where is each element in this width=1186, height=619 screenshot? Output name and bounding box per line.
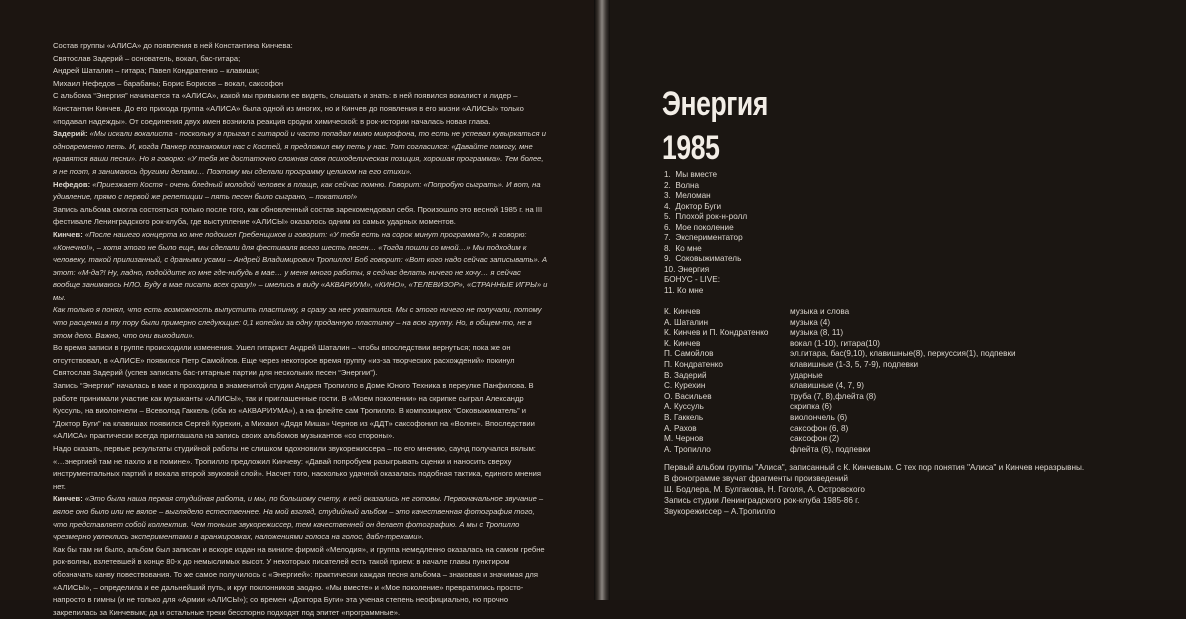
quote-text: «Мы искали вокалиста - поскольку я прыгал с гитарой и часто попадал мимо микрофона, то есть не успевал кувыркаться и одновременно петь. И, когда Панкер познакомил нас с Костей, я предложил ему петь у нас. Тот согласился: «Давайте помогу, мне нравятся ваши песни». Но я говорю: «У тебя же достаточно сложная своя психоделическая позиция, хорошая программа». Тем более, я не поэт, я занимаюсь другими делами… Поэтому мы сделали программу целиком на его стихи». (53, 129, 546, 176)
credit-name: В. Гаккель (664, 412, 704, 422)
credit-role: клавишные (1-3, 5, 7-9), подпевки (790, 359, 919, 369)
liner-paragraph: Как бы там ни было, альбом был записан и вскоре издан на виниле фирмой «Мелодия», и группа немедленно оказалась на самом гребне рок-волны, взлетевшей в конце 80-х до немыслимых высот. У некоторых писателей есть такой прием: в начале главы пунктиром обозначать канву повествования. То же самое получилось с «Энергией»: практически каждая песня альбома – знаковая и значимая для «АЛИСЫ», – определила и ее дальнейший путь, и круг поклонников заодно. «Мы вместе» и «Мое поколение» превратились просто-напросто в гимны (и не только для «Армии «АЛИСЫ»); со времен «Доктора Буги» эта ученая степень неофициально, но прочно закрепилась за Кинчевым; да и остальные треки бесспорно подходят под эпитет «программные». (53, 544, 545, 617)
credit-name: А. Шаталин (664, 317, 708, 327)
credit-row (664, 318, 1016, 329)
credit-name: К. Кинчев (664, 307, 701, 316)
credit-role: вокал (1-10), гитара(10) (790, 338, 881, 348)
quote-text: «После нашего концерта ко мне подошел Гребенщиков и говорит: «У тебя есть на сорок минут программа?», я говорю: «Конечно!», – хотя этого не было еще, мы сделали для фестиваля всего шесть песен… «Тогда пошли со мной…» Мы подходим к человеку, такой прилизанный, с драными усами – Андрей Владимирович Тропилло! Боб говорит: «Вот кого надо сейчас записывать». А этот: «М-да?! Ну, ладно, подойдите ко мне где-нибудь в мае… у меня много работы, я сейчас делать ничего не хочу… я сейчас вообще занимаюсь НЛО. Буду в мае писать всех сразу!» – имелись в виду «АКВАРИУМ», «КИНО», «ТЕЛЕВИЗОР», «СТРАННЫЕ ИГРЫ» и мы. (53, 229, 548, 302)
album-year: 1985 (662, 129, 720, 167)
credit-role: клавишные (4, 7, 9) (790, 381, 864, 391)
note-line: Ш. Бодлера, М. Булгакова, Н. Гоголя, А. Островского (664, 484, 865, 494)
track-item: 9. Соковыжиматель (664, 254, 742, 263)
track-item: 4. Доктор Буги (664, 201, 722, 211)
credit-row (664, 307, 1016, 318)
track-item: 10. Энергия (664, 264, 710, 274)
credit-role: музыка (8, 11) (790, 328, 844, 338)
credit-role: музыка (4) (790, 317, 831, 327)
credit-row (664, 381, 1016, 392)
album-title-block (662, 82, 768, 170)
tracklist (664, 170, 747, 296)
note-line: Звукорежиссер – А.Тропилло (664, 506, 776, 516)
credit-role: флейта (6), подпевки (790, 444, 871, 454)
track-item: 2. Волна (664, 180, 700, 190)
liner-paragraph (53, 179, 549, 204)
credit-name: К. Кинчев и П. Кондратенко (664, 328, 769, 338)
credit-row (664, 392, 1016, 403)
note-line: Первый альбом группы "Алиса", записанный с К. Кинчевым. С тех пор понятия "Алиса" и Кинчев неразрывны. (664, 463, 1085, 472)
credit-name: П. Кондратенко (664, 359, 723, 369)
liner-paragraph (53, 128, 549, 178)
track-item: 5. Плохой рок-н-ролл (664, 212, 748, 221)
track-item: 11. Ко мне (664, 285, 704, 295)
credit-role: виолончель (6) (790, 412, 848, 422)
credit-row (664, 339, 1016, 350)
liner-paragraph: С альбома “Энергия” начинается та «АЛИСА», какой мы привыкли ее видеть, слышать и знать: в ней появился вокалист и лидер – Константин Кинчев. До его прихода группа «АЛИСА» была одной из многих, но и Кинчев до появления в его жизни «АЛИСЫ» только «подавал надежды». От соединения двух имен возникла реакция сродни химической: в рок-истории началась новая глава. (53, 91, 524, 126)
credit-row (664, 413, 1016, 424)
album-notes (664, 463, 1084, 518)
credit-row (664, 434, 1016, 445)
credit-row (664, 328, 1016, 339)
speaker-name: Кинчев: (53, 494, 83, 504)
track-item: 7. Экспериментатор (664, 233, 743, 242)
liner-paragraph: Во время записи в группе происходили изменения. Ушел гитарист Андрей Шаталин – чтобы впоследствии вернуться; пока же он отсутствовал, в «АЛИСЕ» появился Петр Самойлов. Еще через некоторое время группу «из-за творческих расхождений» покинул Святослав Задерий (успев записать бас-гитарные партии для нескольких песен “Энергии”). (53, 343, 515, 378)
track-item: 6. Мое поколение (664, 222, 734, 232)
credit-role: труба (7, 8),флейта (8) (790, 391, 877, 401)
credit-role: скрипка (6) (790, 402, 832, 412)
liner-paragraph: Запись альбома смогла состояться только после того, как обновленный состав зарекомендовал себя. Произошло это весной 1985 г. на III фестивале Ленинградского рок-клуба, где выступление «АЛИСЫ» оказалось одним из самых ударных моментов. (53, 204, 543, 227)
credit-name: К. Кинчев (664, 338, 701, 348)
liner-paragraph: Михаил Нефедов – барабаны; Борис Борисов – вокал, саксофон (53, 78, 284, 88)
speaker-name: Кинчев: (53, 229, 83, 239)
credit-role: саксофон (6, 8) (790, 423, 849, 433)
booklet-fold (594, 0, 610, 600)
track-item: 1. Мы вместе (664, 170, 718, 179)
credit-name: О. Васильев (664, 391, 712, 401)
credit-name: П. Самойлов (664, 349, 714, 359)
credit-row (664, 360, 1016, 371)
album-title: Энергия (662, 85, 768, 123)
liner-notes-text (53, 40, 549, 619)
track-item: БОНУС - LIVE: (664, 275, 720, 284)
credit-row (664, 424, 1016, 435)
credit-row (664, 371, 1016, 382)
liner-paragraph (53, 493, 549, 543)
credit-name: В. Задерий (664, 370, 707, 380)
quote-text: «Приезжает Костя - очень бледный молодой человек в плаще, как сейчас помню. Говорит: «Попробую сыграть». И вот, на удивление, прямо с первой же репетиции – пять песен было сыграно, – покатило!» (53, 179, 541, 202)
credit-name: А. Тропилло (664, 444, 711, 454)
liner-paragraph: Андрей Шаталин – гитара; Павел Кондратенко – клавиши; (53, 66, 260, 76)
credit-name: М. Чернов (664, 434, 704, 444)
credit-row (664, 402, 1016, 413)
credit-role: музыка и слова (790, 307, 850, 316)
track-item: 3. Меломан (664, 191, 711, 200)
credits-list (664, 307, 1016, 455)
credit-name: С. Курехин (664, 381, 706, 391)
credit-name: А. Рахов (664, 423, 697, 433)
speaker-name: Нефедов: (53, 179, 91, 189)
liner-paragraph (53, 229, 549, 305)
liner-paragraph: Запись “Энергии” началась в мае и проходила в знаменитой студии Андрея Тропилло в Доме Юного Техника в переулке Панфилова. В работе принимали участие как музыканты «АЛИСЫ», так и приглашенные гости. В «Моем поколении» на скрипке сыграл Александр Куссуль, на виолончели – Всеволод Гаккель (оба из «АКВАРИУМА»), а на флейте сам Тропилло. В композициях “Соковыжиматель” и “Доктор Буги” на клавишах появился Сергей Курехин, а Михаил «Дядя Миша» Чернов из «ДДТ» саксофонил на «Волне». Впоследствии «АЛИСА» практически всегда приглашала на запись своих альбомов музыкантов «со стороны». (53, 381, 535, 441)
note-line: В фонограмме звучат фрагменты произведений (664, 473, 848, 483)
liner-paragraph: Состав группы «АЛИСА» до появления в ней Константина Кинчева: (53, 41, 293, 50)
quote-text: «Это была наша первая студийная работа, и мы, по большому счету, к ней оказались не готовы. Первоначальное звучание – вялое оно было или не вялое – выглядело естественнее. На мой взгляд, студийный альбом – это качественная фотография того, что представляет собой коллектив. Чем тоньше звукорежиссер, тем качественней он делает фотографию. А мы с Тропилло чрезмерно увлеклись экспериментами в аранжировках, наложениями голоса на голос, дабл-треками». (53, 494, 544, 542)
liner-paragraph: Надо сказать, первые результаты студийной работы не слишком вдохновили звукорежиссера – по его мнению, саунд получался вялым: «…энергией там не пахло и в помине». Тропилло предложил Кинчеву: «Давай попробуем разыгрывать сценки и наносить сверху инструментальных партий и вокала второй звуковой слой». Насчет того, насколько удачной оказалась подобная тактика, единого мнения нет. (53, 444, 542, 491)
speaker-name: Задерий: (53, 129, 88, 139)
note-line: Запись студии Ленинградского рок-клуба 1985-86 г. (664, 495, 860, 505)
credit-row (664, 445, 1016, 456)
credit-role: ударные (790, 370, 823, 380)
credit-name: А. Куссуль (664, 402, 704, 412)
credit-role: саксофон (2) (790, 434, 840, 444)
liner-paragraph: Святослав Задерий – основатель, вокал, бас-гитара; (53, 53, 241, 63)
track-item: 8. Ко мне (664, 243, 702, 253)
credit-role: эл.гитара, бас(9,10), клавишные(8), перкуссия(1), подпевки (790, 349, 1016, 359)
credit-row (664, 349, 1016, 360)
liner-paragraph: Как только я понял, что есть возможность выпустить пластинку, я сразу за нее ухватился. Мы с этого ничего не получали, потому что расценки в ту пору были примерно следующие: 0,1 копейки за одну проданную пластинку – на всю группу. Но, в общем-то, не в этом дело. Важно, что они выходили». (53, 305, 542, 340)
